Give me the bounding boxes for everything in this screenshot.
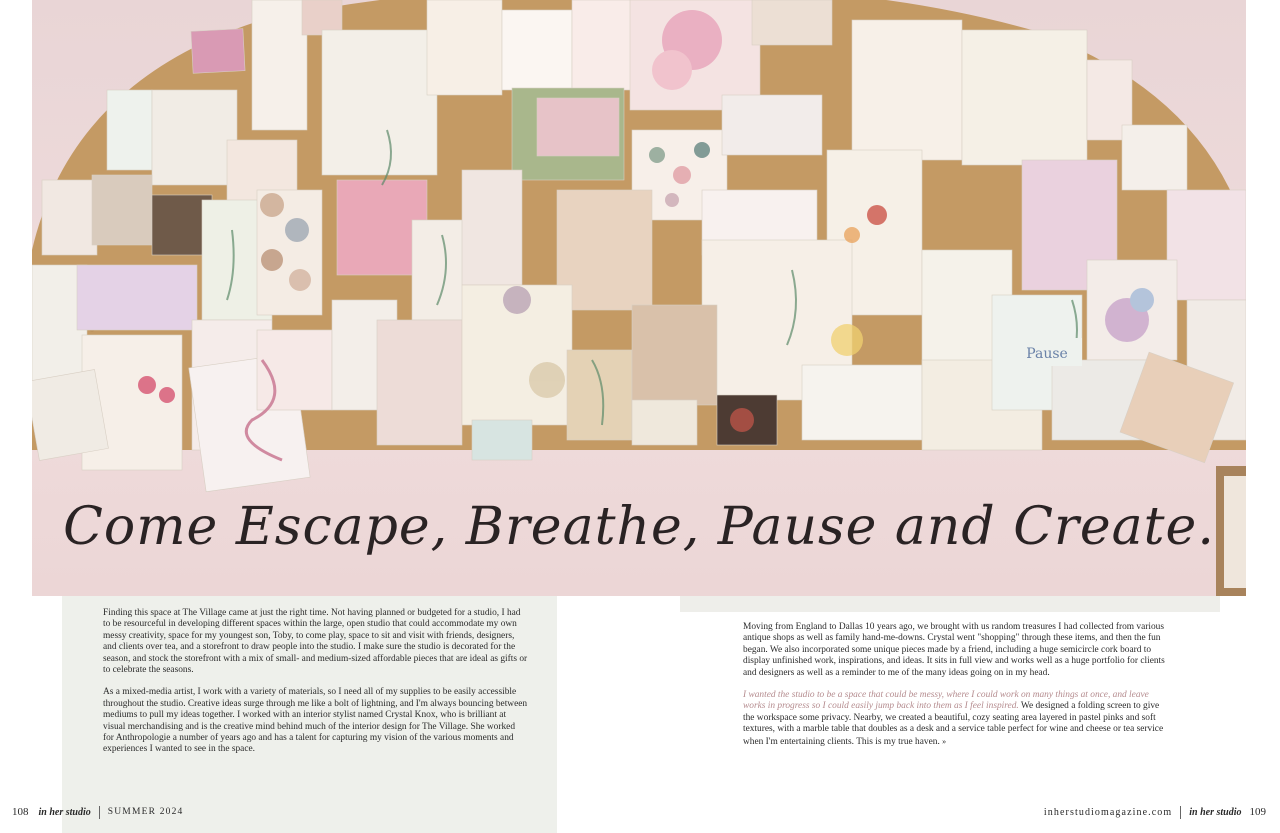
right-column <box>743 622 1171 759</box>
right-paragraph-1: Moving from England to Dallas 10 years ago, we brought with us random treasures I had collected from various antique shops as well as family hand-me-downs. Crystal went "shopping" through these items, and then the fun began. We also incorporated some unique pieces made by a friend, including a huge semicircle cork board to display unfinished work, inspirations, and ideas. It sits in full view and works well as a huge portfolio for clients and designers as well as a reminder to me of the many ideas going on in my head. <box>743 622 1165 678</box>
pull-quote: I wanted the studio to be a space that could be messy, where I could work on many things at once, and leave works in progress so I could easily jump back into them as I feel inspired. <box>743 690 1149 712</box>
end-mark: » <box>942 736 947 746</box>
brand-logo-right: in her studio <box>1189 806 1242 818</box>
pause-card-text: Pause <box>1026 346 1068 362</box>
left-paragraph-1: Finding this space at The Village came at just the right time. Not having planned or budgeted for a studio, I had to be resourceful in developing different spaces within the large, open studio that could accommodate my own messy creativity, space for my youngest son, Toby, to come play, space to sit and visit with friends, designers, and clients over tea, and a storefront to draw people into the studio. I make sure the studio is decorated for the season, and stock the storefront with a mix of small- and medium-sized affordable pieces that are ideal as gifts or to celebrate the seasons. <box>103 608 528 676</box>
brand-logo-left: in her studio <box>38 806 91 818</box>
headline: Come Escape, Breathe, Pause and Create. <box>63 497 1215 557</box>
right-text-band <box>680 596 1220 612</box>
footer-divider <box>1180 806 1181 819</box>
right-paragraph-2 <box>743 690 1171 748</box>
footer-divider <box>99 806 100 819</box>
left-column <box>103 608 528 767</box>
left-paragraph-2: As a mixed-media artist, I work with a variety of materials, so I need all of my supplies to be easily accessible throughout the studio. Creative ideas surge through me like a bolt of lightning, and I'm always bouncing between mediums to pull my ideas together. I worked with an interior stylist named Crystal Knox, who is brilliant at visual merchandising and is the creative mind behind much of the interior design for The Village. She worked for Anthropologie a number of years ago and has a talent for capturing my vision of the various moments and experiences I wanted to see in the space. <box>103 687 528 755</box>
right-paragraph-2-text: We designed a folding screen to give the workspace some privacy. Nearby, we created a beautiful, cozy seating area layered in pastel pinks and soft textures, with a marble table that doubles as a desk and a service table perfect for wine and cheese or tea service when I'm entertaining clients. This is my true haven. <box>743 701 1164 747</box>
right-page-number: 109 <box>1249 806 1266 818</box>
left-page-number: 108 <box>12 806 29 818</box>
studio-photo <box>32 0 1246 596</box>
issue-label: SUMMER 2024 <box>107 807 184 817</box>
right-footer <box>1044 804 1266 820</box>
left-footer <box>12 804 184 820</box>
website-link[interactable]: inherstudiomagazine.com <box>1043 806 1173 818</box>
